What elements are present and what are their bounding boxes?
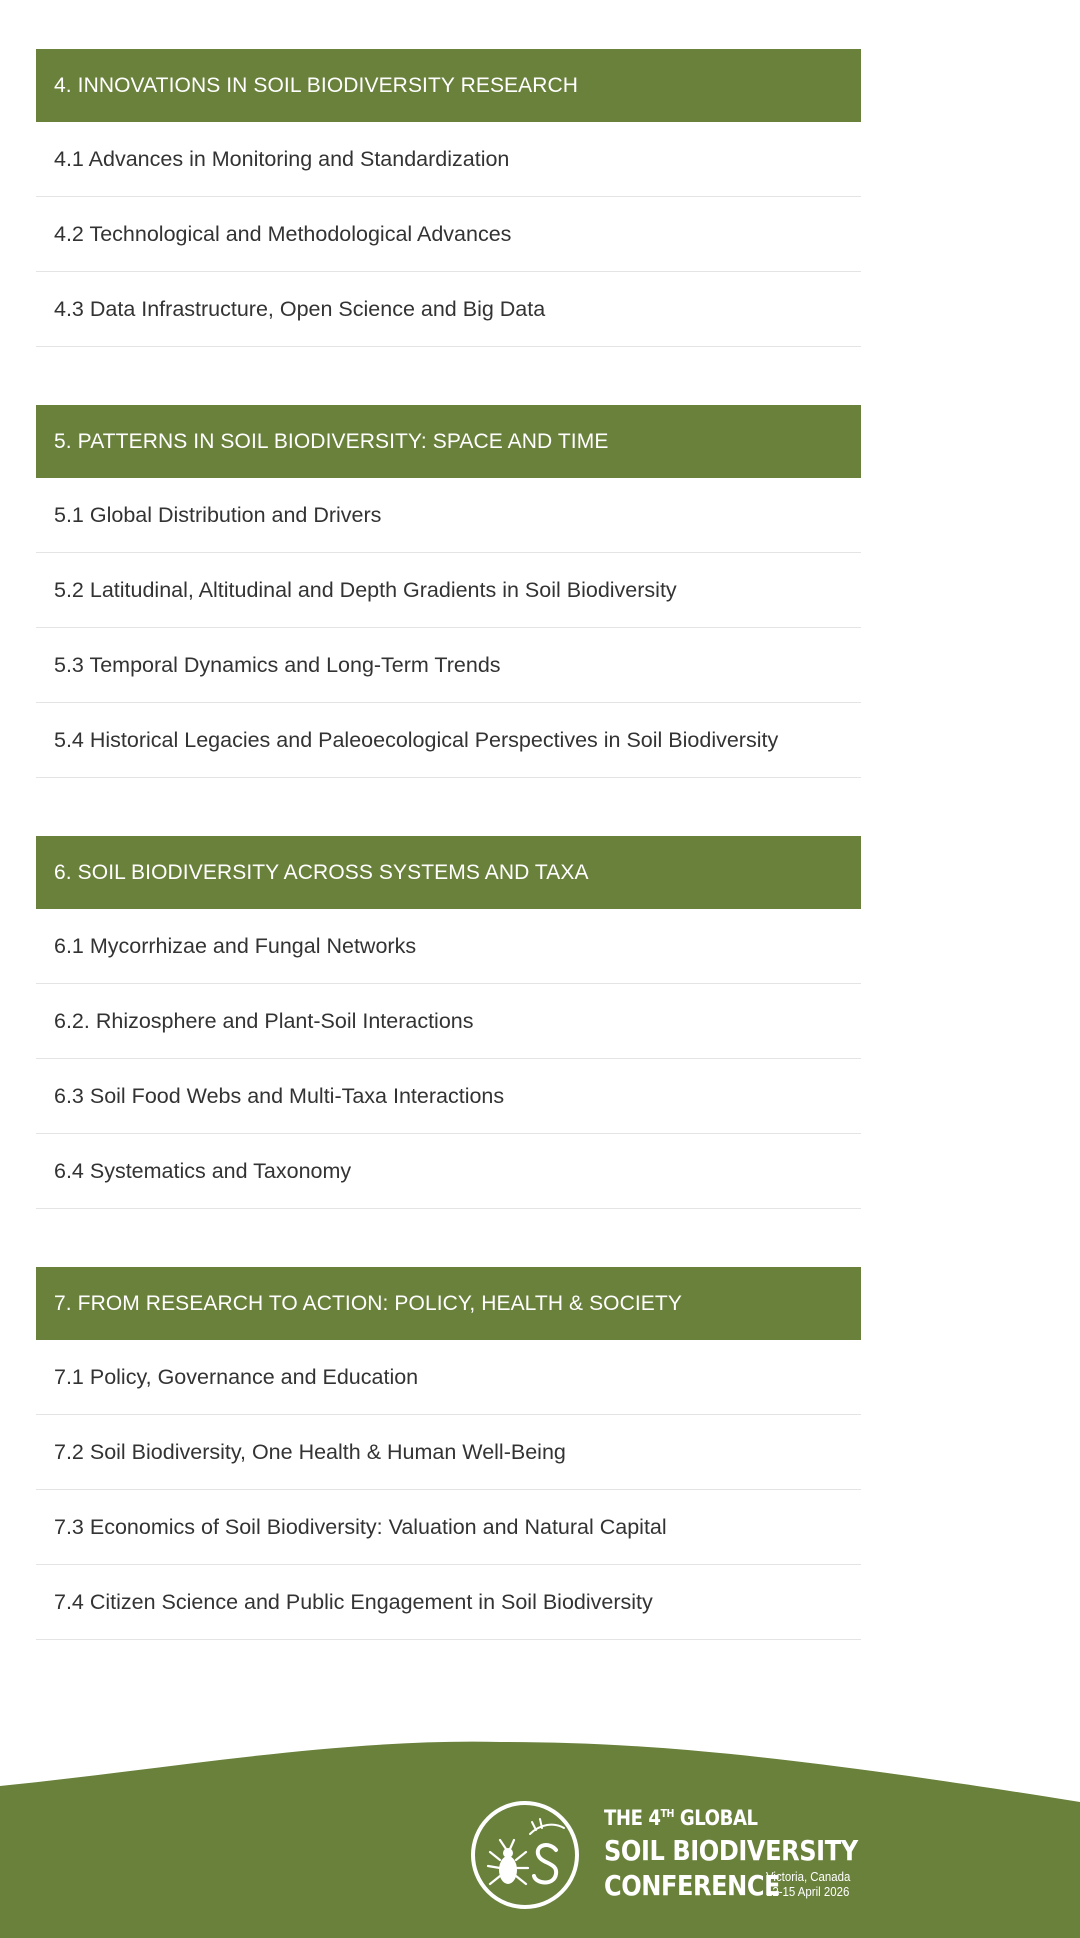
topic-item[interactable]: 5.2 Latitudinal, Altitudinal and Depth Gradients in Soil Biodiversity	[36, 553, 861, 628]
logo-location-dates	[766, 1869, 850, 1900]
logo-ordinal: THE 4	[604, 1806, 661, 1830]
topic-item[interactable]: 7.4 Citizen Science and Public Engagement in Soil Biodiversity	[36, 1565, 861, 1640]
logo-dates: 12-15 April 2026	[766, 1884, 850, 1899]
logo-ordinal-suffix: TH	[660, 1807, 674, 1820]
conference-logo	[604, 1808, 899, 1900]
topic-item[interactable]: 5.3 Temporal Dynamics and Long-Term Trends	[36, 628, 861, 703]
topic-item[interactable]: 4.1 Advances in Monitoring and Standardization	[36, 122, 861, 197]
soil-organisms-logo-icon	[470, 1800, 580, 1910]
logo-line-2: SOIL BIODIVERSITY	[604, 1834, 858, 1867]
topic-item[interactable]: 5.1 Global Distribution and Drivers	[36, 478, 861, 553]
section-header[interactable]: 7. FROM RESEARCH TO ACTION: POLICY, HEALTH & SOCIETY	[36, 1267, 861, 1340]
logo-global: GLOBAL	[673, 1806, 758, 1830]
topic-item[interactable]: 5.4 Historical Legacies and Paleoecological Perspectives in Soil Biodiversity	[36, 703, 861, 778]
section-7	[36, 1267, 861, 1640]
topic-item[interactable]: 6.2. Rhizosphere and Plant-Soil Interactions	[36, 984, 861, 1059]
logo-line-3	[604, 1869, 899, 1900]
topic-item[interactable]: 7.1 Policy, Governance and Education	[36, 1340, 861, 1415]
logo-line-1	[604, 1808, 858, 1829]
section-header[interactable]: 4. INNOVATIONS IN SOIL BIODIVERSITY RESEARCH	[36, 49, 861, 122]
topic-item[interactable]: 6.3 Soil Food Webs and Multi-Taxa Interactions	[36, 1059, 861, 1134]
topic-item[interactable]: 6.1 Mycorrhizae and Fungal Networks	[36, 909, 861, 984]
topics-list	[36, 49, 861, 1698]
logo-location: Victoria, Canada	[766, 1869, 851, 1884]
section-header[interactable]: 5. PATTERNS IN SOIL BIODIVERSITY: SPACE AND TIME	[36, 405, 861, 478]
section-4	[36, 49, 861, 347]
logo-conference: CONFERENCE	[604, 1869, 781, 1902]
section-5	[36, 405, 861, 778]
topic-item[interactable]: 4.2 Technological and Methodological Advances	[36, 197, 861, 272]
topic-item[interactable]: 4.3 Data Infrastructure, Open Science and Big Data	[36, 272, 861, 347]
topic-item[interactable]: 7.3 Economics of Soil Biodiversity: Valuation and Natural Capital	[36, 1490, 861, 1565]
section-6	[36, 836, 861, 1209]
section-header[interactable]: 6. SOIL BIODIVERSITY ACROSS SYSTEMS AND TAXA	[36, 836, 861, 909]
topic-item[interactable]: 7.2 Soil Biodiversity, One Health & Human Well-Being	[36, 1415, 861, 1490]
topic-item[interactable]: 6.4 Systematics and Taxonomy	[36, 1134, 861, 1209]
